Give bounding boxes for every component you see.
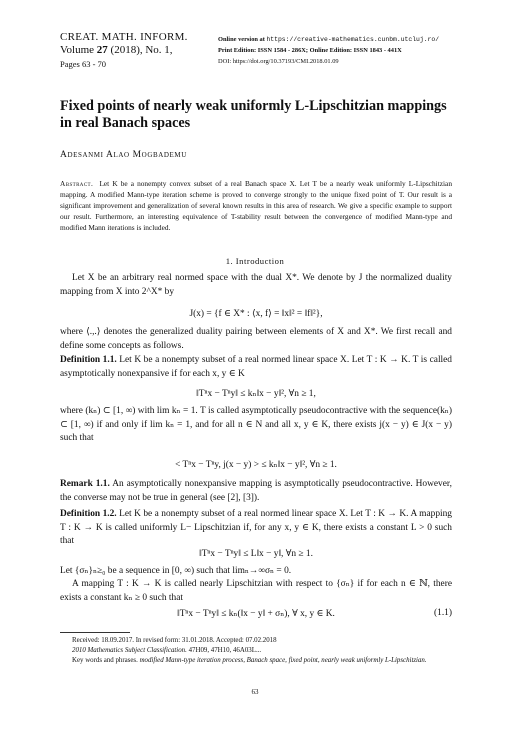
abstract-text: Let K be a nonempty convex subset of a real Banach space X. Let T be a nearly weak uniformly L-Lipschitzian mapping. A modified Mann-type iteration scheme is proved to converge strongly to the unique fixed point of T. Our result is a significant improvement and generalization of several known results in this area of research. We give a specific example to support our result. Furthermore, an interesting equivalence of T-stability result between the convergence of modified Mann-type and modified Mann iterations is included.	[60, 179, 452, 232]
footnote-msc-label: 2010 Mathematics Subject Classification.	[72, 647, 187, 654]
online-version	[218, 34, 508, 45]
footnote-keywords	[60, 656, 452, 666]
intro-paragraph-1: Let X be an arbitrary real normed space with the dual X*. We denote by J the normalized duality mapping from X into 2^X* by	[60, 273, 452, 297]
definition-1-1-label: Definition 1.1.	[60, 355, 117, 365]
page-range: Pages 63 - 70	[60, 59, 107, 69]
remark-1-1-text: An asymptotically nonexpansive mapping is asymptotically pseudocontractive. However, the converse may not be true in general (see [2], [3]).	[60, 479, 452, 503]
footnote-divider	[60, 632, 130, 633]
doi-link[interactable]: DOI: https://doi.org/10.37193/CMI.2018.01.09	[218, 58, 339, 65]
paper-title: Fixed points of nearly weak uniformly L-Lipschitzian mappings in real Banach spaces	[60, 98, 447, 131]
edition-info	[218, 34, 508, 67]
nearly-lipschitzian-text: A mapping T : K → K is called nearly Lipschitzian with respect to {σₙ} if for each n ∈ ℕ, there exists a constant kₙ ≥ 0 such that	[60, 579, 452, 603]
abstract-label: Abstract.	[60, 179, 94, 188]
equation-duality: J(x) = {f ∈ X* : ⟨x, f⟩ = ‖x‖² = ‖f‖²},	[189, 309, 323, 319]
volume-suffix: (2018), No. 1,	[107, 44, 173, 56]
section-heading: 1. Introduction	[225, 256, 285, 266]
equation-1-1-body: ‖Tⁿx − Tⁿy‖ ≤ kₙ(‖x − y‖ + σₙ), ∀ x, y ∈ K.	[177, 609, 335, 619]
footnote-keywords-text: modified Mann-type iteration process, Banach space, fixed point, nearly weak uniformly L-Lipschitzian.	[139, 657, 427, 664]
abstract	[60, 178, 452, 233]
sequence-sigma-text: Let {σₙ}ₙ≥₀ be a sequence in [0, ∞) such that limₙ→∞σₙ = 0.	[60, 566, 292, 576]
remark-1-1-label: Remark 1.1.	[60, 479, 110, 489]
remark-1-1	[60, 478, 452, 505]
intro-paragraph-2: where ⟨.,.⟩ denotes the generalized duality pairing between elements of X and X*. We first recall and define some concepts as follows.	[60, 327, 452, 351]
volume-prefix: Volume	[60, 44, 97, 56]
issn-line: Print Edition: ISSN 1584 - 286X; Online Edition: ISSN 1843 - 441X	[218, 47, 402, 54]
journal-name: CREAT. MATH. INFORM.	[60, 31, 188, 43]
equation-1-1	[60, 608, 452, 619]
equation-asymptotic-nonexpansive: ‖Tⁿx − Tⁿy‖ ≤ kₙ‖x − y‖², ∀n ≥ 1,	[196, 389, 316, 399]
definition-1-2	[60, 508, 452, 549]
equation-uniformly-lipschitzian: ‖Tⁿx − Tⁿy‖ ≤ L‖x − y‖, ∀n ≥ 1.	[199, 549, 313, 559]
paper-author: Adesanmi Alao Mogbademu	[60, 150, 187, 160]
definition-1-1-continuation: where (kₙ) ⊂ [1, ∞) with lim kₙ = 1. T is called asymptotically pseudocontractive with the sequence(kₙ) ⊂ [1, ∞) if and only if lim kₙ = 1, and for all n ∈ N and all x, y ∈ K, there exists j(x − y) ∈ J(x − y) such that	[60, 406, 452, 443]
definition-1-2-text: Let K be a nonempty subset of a real normed linear space X. Let T : K → K. A mapping T : K → K is called uniformly L− Lipschitzian if, for any x, y ∈ K, there exists a constant L > 0 such that	[60, 509, 452, 546]
footnote-msc	[60, 646, 452, 656]
page-number: 63	[251, 688, 259, 696]
equation-pseudocontractive: < Tⁿx − Tⁿy, j(x − y) > ≤ kₙ‖x − y‖², ∀n ≥ 1.	[175, 460, 337, 470]
footnote-keywords-label: Key words and phrases.	[72, 657, 138, 664]
footnote-received: Received: 18.09.2017. In revised form: 31.01.2018. Accepted: 07.02.2018	[72, 637, 277, 644]
definition-1-1	[60, 354, 452, 381]
volume-info	[60, 44, 220, 57]
volume-number: 27	[96, 44, 108, 56]
online-prefix: Online version at	[218, 36, 267, 43]
definition-1-2-label: Definition 1.2.	[60, 509, 117, 519]
online-url-link[interactable]: https://creative-mathematics.cunbm.utcluj.ro/	[266, 36, 440, 43]
journal-header	[60, 31, 220, 71]
footnote-msc-codes: 47H09, 47H10, 46A03L...	[188, 647, 262, 654]
equation-1-1-number: (1.1)	[434, 608, 452, 618]
definition-1-1-text: Let K be a nonempty subset of a real normed linear space X. Let T : K → K. T is called asymptotically nonexpansive if for each x, y ∈ K	[60, 355, 452, 379]
